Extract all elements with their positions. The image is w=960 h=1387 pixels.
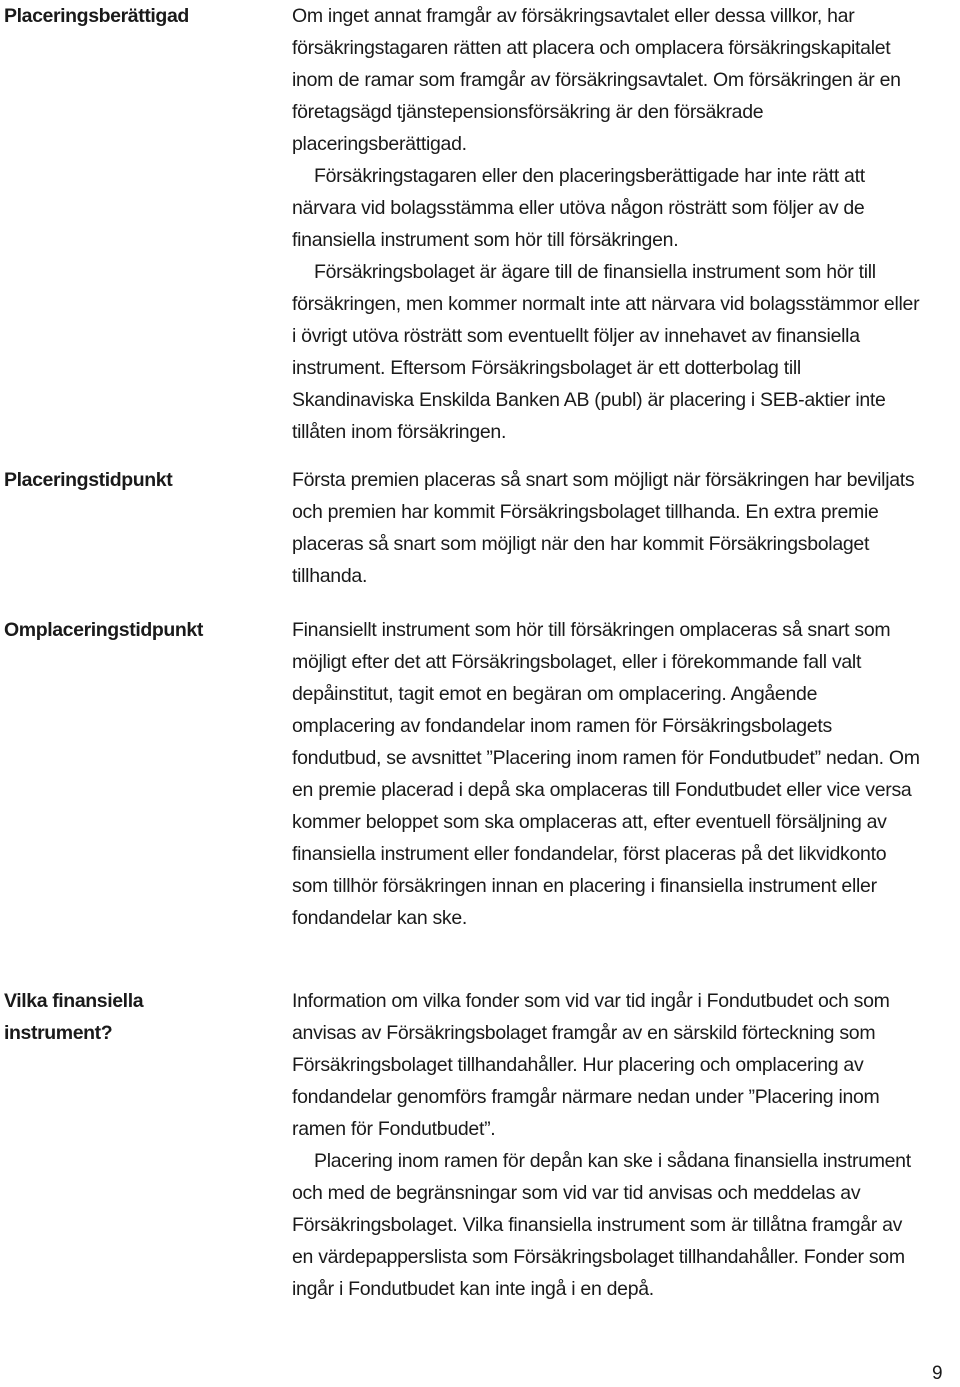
section-heading: Vilka finansiella instrument?	[4, 990, 144, 1044]
page-number: 9	[932, 1363, 943, 1384]
body-paragraph: Försäkringstagaren eller den placeringsberättigade har inte rätt att närvara vid bolagsstämma eller utöva någon rösträtt som följer av de finansiella instrument som hör till försäkringen.	[292, 165, 865, 251]
body-paragraph: Försäkringsbolaget är ägare till de finansiella instrument som hör till försäkringen, men kommer normalt inte att närvara vid bolagsstämmor eller i övrigt utöva rösträtt som eventuellt följer av innehavet av finansiella instrument. Eftersom Försäkringsbolaget är ett dotterbolag till Skandinaviska Enskilda Banken AB (publ) är placering i SEB-aktier inte tillåten inom försäkringen.	[292, 261, 920, 443]
body-paragraph: Finansiellt instrument som hör till försäkringen omplaceras så snart som möjligt efter det att Försäkringsbolaget, eller i förekommande fall valt depåinstitut, tagit emot en begäran om omplacering. Angående omplacering av fondandelar inom ramen för Försäkringsbolagets fondutbud, se avsnittet ”Placering inom ramen för Fondutbudet” nedan. Om en premie placerad i depå ska omplaceras till Fondutbudet eller vice versa kommer beloppet som ska omplaceras att, efter eventuell försäljning av finansiella instrument eller fondandelar, först placeras på det likvidkonto som tillhör försäkringen innan en placering i finansiella instrument eller fondandelar kan ske.	[292, 619, 920, 929]
section-body	[292, 0, 922, 448]
section-heading: Placeringsberättigad	[4, 5, 189, 27]
section-heading: Omplaceringstidpunkt	[4, 619, 203, 641]
section-body	[292, 985, 922, 1305]
section-heading: Placeringstidpunkt	[4, 469, 173, 491]
body-paragraph: Placering inom ramen för depån kan ske i sådana finansiella instrument och med de begränsningar som vid var tid anvisas och meddelas av Försäkringsbolaget. Vilka finansiella instrument som är tillåtna framgår av en värdepapperslista som Försäkringsbolaget tillhandahåller. Fonder som ingår i Fondutbudet kan inte ingå i en depå.	[292, 1150, 911, 1300]
body-paragraph: Om inget annat framgår av försäkringsavtalet eller dessa villkor, har försäkringstagaren rätten att placera och omplacera försäkringskapitalet inom de ramar som framgår av försäkringsavtalet. Om försäkringen är en företagsägd tjänstepensionsförsäkring är den försäkrade placeringsberättigad.	[292, 5, 901, 155]
body-paragraph: Information om vilka fonder som vid var tid ingår i Fondutbudet och som anvisas av Försäkringsbolaget framgår av en särskild förteckning som Försäkringsbolaget tillhandahåller. Hur placering och omplacering av fondandelar genomförs framgår närmare nedan under ”Placering inom ramen för Fondutbudet”.	[292, 990, 890, 1140]
section-body	[292, 614, 922, 934]
section-body	[292, 464, 922, 592]
body-paragraph: Första premien placeras så snart som möjligt när försäkringen har beviljats och premien har kommit Försäkringsbolaget tillhanda. En extra premie placeras så snart som möjligt när den har kommit Försäkringsbolaget tillhanda.	[292, 469, 915, 587]
